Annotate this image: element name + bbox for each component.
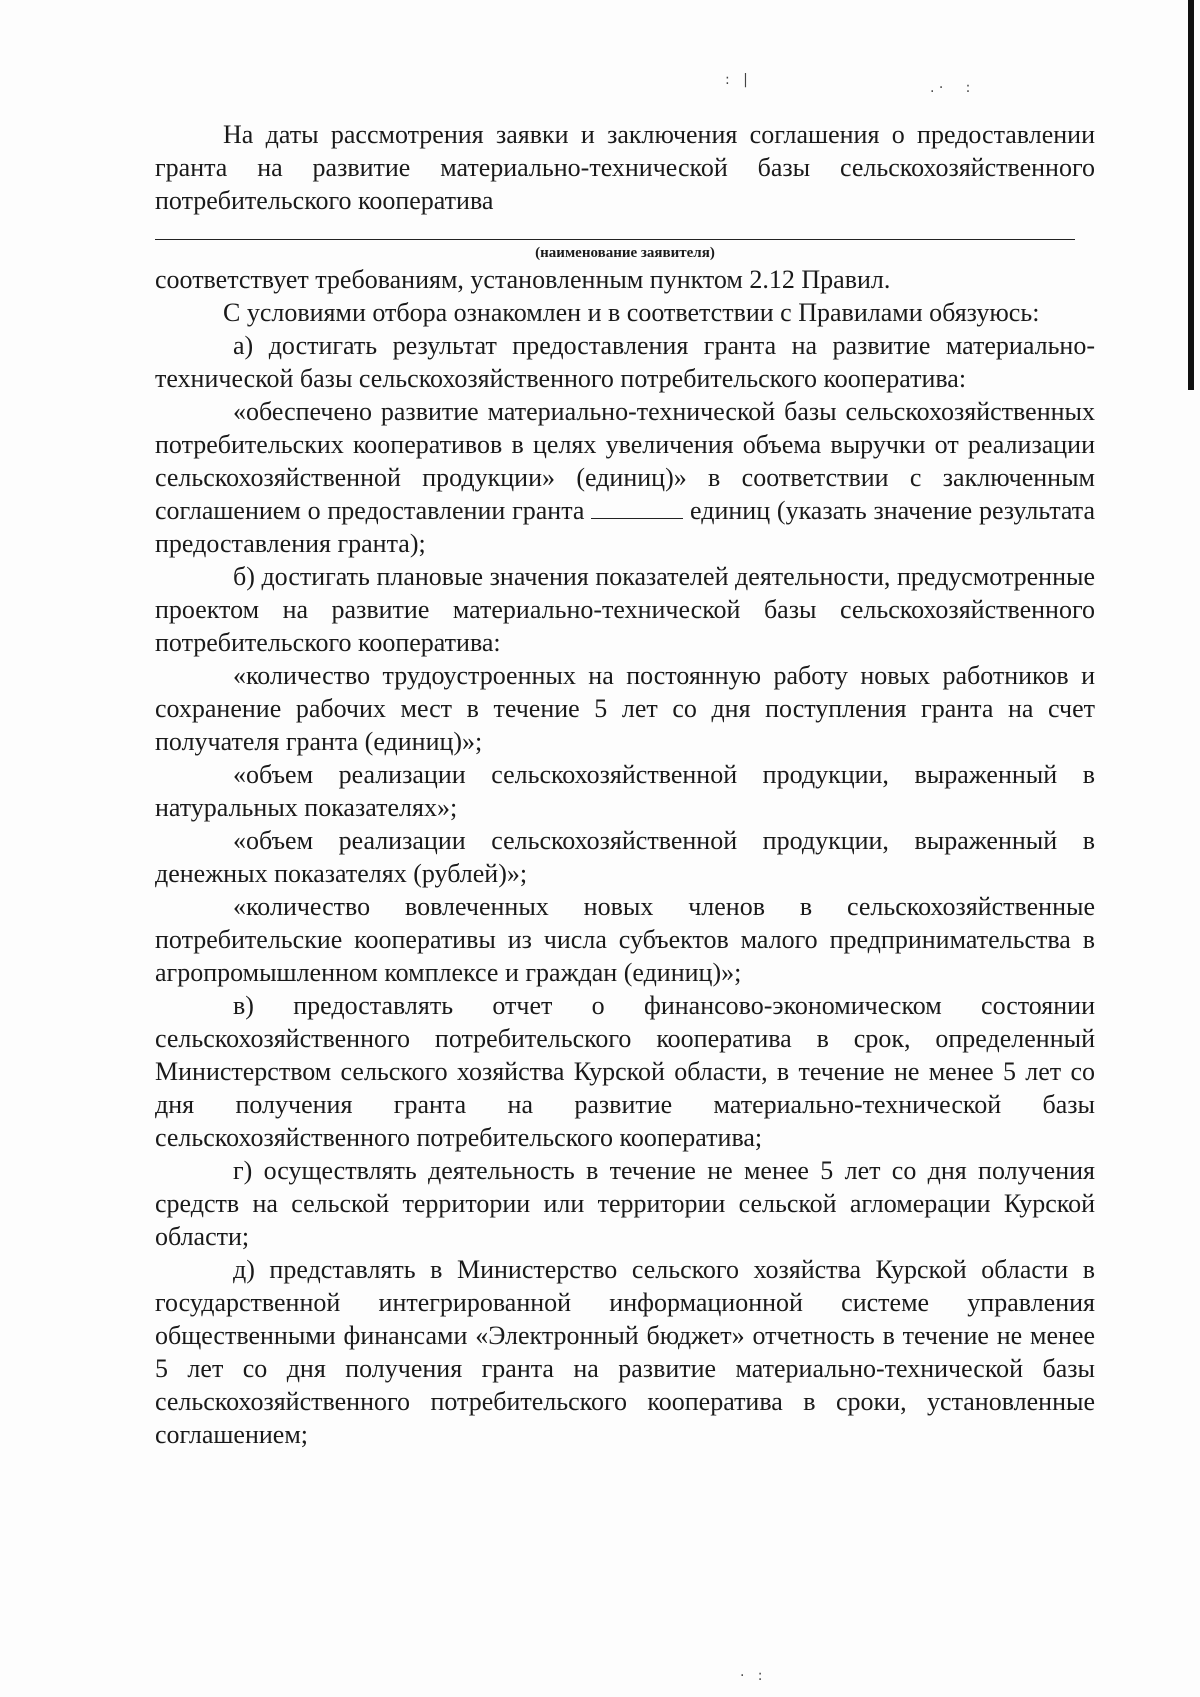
item-a-quote-part1: «обеспечено развитие материально-технической базы сельскохозяйственных потребительских кооперативов в целях увеличения объема выручки от реализации сельскохозяйственной продукции» (единиц)» в соответствии с заключенным соглашением о предоставлении гранта	[155, 397, 1095, 525]
document-body	[155, 118, 1095, 1451]
result-value-blank	[591, 498, 683, 519]
applicant-name-caption: (наименование заявителя)	[535, 245, 715, 261]
item-v-paragraph: в) предоставлять отчет о финансово-экономическом состоянии сельскохозяйственного потребительского кооператива в срок, определенный Министерством сельского хозяйства Курской области, в течение не менее 5 лет со дня получения гранта на развитие материально-технической базы сельскохозяйственного потребительского кооператива;	[155, 991, 1095, 1152]
item-g-paragraph: г) осуществлять деятельность в течение не менее 5 лет со дня получения средств на сельской территории или территории сельской агломерации Курской области;	[155, 1156, 1095, 1251]
item-a-result-quote	[155, 395, 1095, 560]
item-a-intro: а) достигать результат предоставления гранта на развитие материально-технической базы сельскохозяйственного потребительского кооператива:	[155, 331, 1095, 393]
item-a-quote-part2: единиц (указать значение результата предоставления гранта);	[155, 496, 1096, 558]
scan-edge-mark	[1188, 0, 1194, 390]
indicator-item: «количество трудоустроенных на постоянную работу новых работников и сохранение рабочих мест в течение 5 лет со дня поступления гранта на счет получателя гранта (единиц)»;	[155, 661, 1095, 756]
scan-speck: : |	[725, 72, 748, 88]
scan-speck: . · :	[930, 80, 971, 96]
item-b-intro: б) достигать плановые значения показателей деятельности, предусмотренные проектом на развитие материально-технической базы сельскохозяйственного потребительского кооператива:	[155, 562, 1095, 657]
scan-speck: · :	[740, 1668, 763, 1684]
applicant-name-line	[155, 239, 1075, 240]
indicator-item: «объем реализации сельскохозяйственной продукции, выраженный в натуральных показателях»;	[155, 760, 1095, 822]
indicator-item: «объем реализации сельскохозяйственной продукции, выраженный в денежных показателях (рублей)»;	[155, 826, 1095, 888]
indicator-item: «количество вовлеченных новых членов в сельскохозяйственные потребительские кооперативы из числа субъектов малого предпринимательства в агропромышленном комплексе и граждан (единиц)»;	[155, 892, 1095, 987]
compliance-statement: соответствует требованиям, установленным пунктом 2.12 Правил.	[155, 265, 891, 294]
item-d-paragraph: д) представлять в Министерство сельского хозяйства Курской области в государственной интегрированной информационной системе управления общественными финансами «Электронный бюджет» отчетность в течение не менее 5 лет со дня получения гранта на развитие материально-технической базы сельскохозяйственного потребительского кооператива в сроки, установленные соглашением;	[155, 1255, 1095, 1449]
intro-paragraph: На даты рассмотрения заявки и заключения соглашения о предоставлении гранта на развитие материально-технической базы сельскохозяйственного потребительского кооператива	[155, 120, 1095, 215]
acknowledgement-paragraph: С условиями отбора ознакомлен и в соответствии с Правилами обязуюсь:	[223, 298, 1040, 327]
